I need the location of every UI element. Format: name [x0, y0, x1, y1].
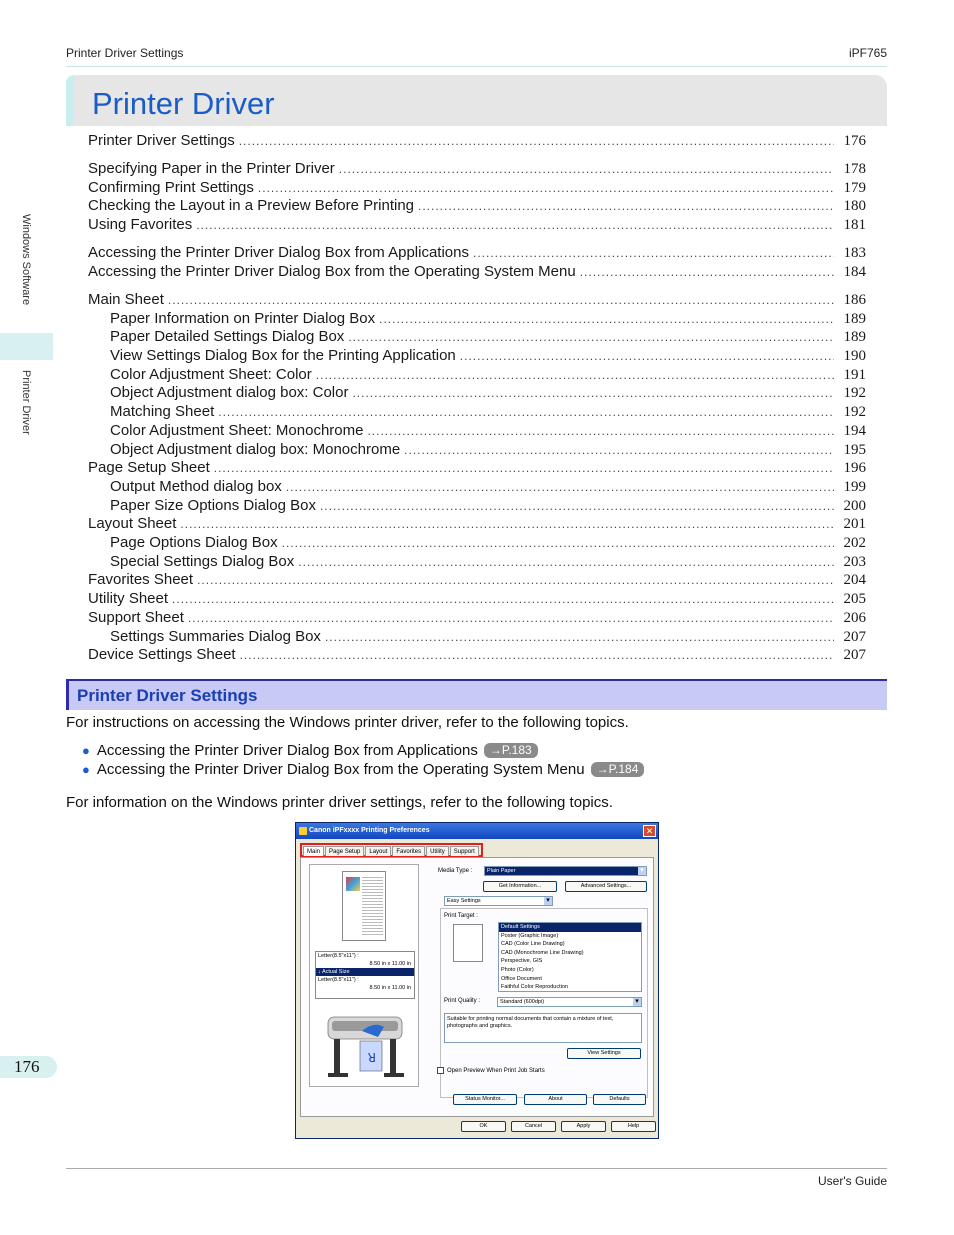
toc-entry-label: Support Sheet — [88, 609, 184, 626]
toc-entry-page: 195 — [843, 442, 866, 458]
preview-text-lines — [362, 877, 383, 935]
open-preview-label: Open Preview When Print Job Starts — [447, 1067, 545, 1074]
toc-dot-leader — [473, 246, 834, 260]
section-title-bar-left-line — [66, 679, 69, 710]
toc-entry-label: Checking the Layout in a Preview Before Printing — [88, 197, 415, 214]
toc-entry-page: 192 — [843, 404, 866, 420]
output-size-label: Letter(8.5"x11") : — [318, 977, 359, 983]
toc-entry[interactable] — [110, 628, 866, 646]
toc-entry-page: 207 — [843, 647, 866, 663]
toc-entry-page: 199 — [843, 479, 866, 495]
bullet-dot: ● — [82, 762, 90, 777]
print-preview-pane — [309, 864, 419, 1087]
section-title-bar-top-line — [66, 679, 887, 681]
toc-entry[interactable] — [110, 497, 866, 515]
footer-guide-title: User's Guide — [818, 1174, 887, 1188]
toc-dot-leader — [258, 181, 834, 195]
toc-entry-label: Matching Sheet — [110, 403, 215, 420]
toc-entry[interactable] — [110, 328, 866, 346]
main-tab-panel — [300, 857, 654, 1117]
toc-dot-leader — [240, 648, 834, 662]
toc-entry-label: Page Setup Sheet — [88, 459, 210, 476]
original-size-value: 8.50 in x 11.00 in — [369, 961, 411, 967]
toc-entry[interactable] — [110, 422, 866, 440]
toc-entry-page: 207 — [843, 629, 866, 645]
toc-entry-label: Device Settings Sheet — [88, 646, 236, 663]
help-button[interactable]: Help — [611, 1121, 656, 1132]
dialog-title-bar — [296, 823, 658, 839]
dialog-title: Canon iPFxxxx Printing Preferences — [309, 827, 430, 834]
open-preview-checkbox[interactable] — [437, 1067, 545, 1074]
toc-dot-leader — [320, 499, 834, 513]
toc-entry-label: Page Options Dialog Box — [110, 534, 278, 551]
toc-entry[interactable] — [88, 160, 866, 178]
toc-entry[interactable] — [110, 534, 866, 552]
toc-entry-page: 176 — [843, 133, 866, 149]
status-monitor-button[interactable]: Status Monitor... — [453, 1094, 517, 1105]
printing-preferences-dialog — [295, 822, 659, 1139]
toc-entry-page: 189 — [843, 329, 866, 345]
toc-entry-page: 190 — [843, 348, 866, 364]
toc-entry-label: Paper Information on Printer Dialog Box — [110, 310, 376, 327]
down-arrow-icon: ↓ — [318, 969, 321, 975]
bullet-item — [82, 742, 538, 759]
toc-entry[interactable] — [88, 132, 866, 150]
original-size-label: Letter(8.5"x11") : — [318, 953, 359, 959]
toc-dot-leader — [404, 443, 834, 457]
toc-entry-page: 200 — [843, 498, 866, 514]
toc-dot-leader — [298, 555, 834, 569]
section-intro: For instructions on accessing the Windows printer driver, refer to the following topics. — [66, 714, 629, 731]
print-target-option[interactable]: CAD (Color Line Drawing) — [501, 941, 565, 948]
toc-entry-page: 206 — [843, 610, 866, 626]
toc-entry[interactable] — [88, 216, 866, 234]
toc-entry-label: Object Adjustment dialog box: Color — [110, 384, 349, 401]
side-tab-chapter-highlight — [0, 333, 53, 360]
header-rule — [66, 66, 887, 67]
page-ref-link[interactable]: →P.183 — [484, 743, 538, 758]
print-target-option[interactable]: Default Settings — [499, 923, 641, 932]
side-tab-chapter-label: Printer Driver — [20, 370, 32, 435]
print-target-option[interactable]: Perspective, GIS — [501, 958, 543, 965]
defaults-button[interactable]: Defaults — [593, 1094, 646, 1105]
toc-dot-leader — [316, 368, 834, 382]
toc-dot-leader — [218, 405, 834, 419]
toc-entry-label: Favorites Sheet — [88, 571, 194, 588]
tab-layout[interactable]: Layout — [365, 846, 391, 856]
toc-entry-page: 179 — [843, 180, 866, 196]
chapter-title-accent — [66, 75, 74, 126]
printer-icon — [299, 827, 307, 835]
scaling-label: Actual Size — [321, 969, 350, 975]
toc-entry-label: Accessing the Printer Driver Dialog Box from Applications — [88, 244, 469, 261]
toc-dot-leader — [418, 199, 834, 213]
toc-entry[interactable] — [88, 263, 866, 281]
toc-entry[interactable] — [88, 515, 866, 533]
svg-text:R: R — [367, 1050, 376, 1064]
toc-entry-label: Color Adjustment Sheet: Color — [110, 366, 312, 383]
toc-entry[interactable] — [110, 384, 866, 402]
cancel-button[interactable]: Cancel — [511, 1121, 556, 1132]
toc-entry-label: Object Adjustment dialog box: Monochrome — [110, 441, 401, 458]
toc-dot-leader — [168, 293, 834, 307]
about-button[interactable]: About — [524, 1094, 587, 1105]
apply-button[interactable]: Apply — [561, 1121, 606, 1132]
toc-dot-leader — [339, 162, 834, 176]
print-target-option[interactable]: Faithful Color Reproduction — [501, 984, 568, 991]
print-target-option[interactable]: Office Document — [501, 975, 542, 982]
tab-favorites[interactable]: Favorites — [392, 846, 425, 856]
close-icon[interactable]: ✕ — [643, 825, 656, 837]
printer-illustration-icon — [322, 1007, 408, 1083]
toc-entry-page: 204 — [843, 572, 866, 588]
toc-entry-page: 180 — [843, 198, 866, 214]
toc-entry-page: 202 — [843, 535, 866, 551]
toc-entry[interactable] — [110, 366, 866, 384]
bullet-item — [82, 761, 644, 778]
checkbox-box[interactable] — [437, 1067, 444, 1074]
page-number: 176 — [14, 1057, 40, 1076]
section-title: Printer Driver Settings — [77, 686, 258, 705]
toc-entry-label: Settings Summaries Dialog Box — [110, 628, 321, 645]
toc-entry-label: Printer Driver Settings — [88, 132, 235, 149]
tab-main[interactable]: Main — [303, 846, 324, 856]
print-quality-select[interactable]: Standard (600dpi) ▾ — [497, 997, 642, 1007]
toc-entry-label: Accessing the Printer Driver Dialog Box from the Operating System Menu — [88, 263, 576, 280]
toc-entry-label: Specifying Paper in the Printer Driver — [88, 160, 335, 177]
get-information-button[interactable]: Get Information... — [483, 881, 557, 892]
chapter-title: Printer Driver — [92, 86, 275, 121]
toc-entry-page: 178 — [843, 161, 866, 177]
toc-entry-page: 181 — [843, 217, 866, 233]
toc-entry-label: Color Adjustment Sheet: Monochrome — [110, 422, 364, 439]
toc-entry[interactable] — [88, 179, 866, 197]
page-preview-thumbnail — [342, 871, 386, 941]
toc-entry[interactable] — [88, 646, 866, 664]
toc-entry-label: Output Method dialog box — [110, 478, 282, 495]
toc-dot-leader — [348, 330, 834, 344]
toc-entry[interactable] — [88, 291, 866, 309]
settings-mode-select[interactable]: Easy Settings ▾ — [444, 896, 553, 906]
toc-dot-leader — [379, 312, 834, 326]
toc-dot-leader — [214, 461, 834, 475]
toc-entry-page: 183 — [843, 245, 866, 261]
toc-entry-page: 205 — [843, 591, 866, 607]
toc-entry-page: 194 — [843, 423, 866, 439]
section-outro: For information on the Windows printer driver settings, refer to the following topics. — [66, 794, 613, 811]
toc-entry-page: 201 — [843, 516, 866, 532]
toc-dot-leader — [286, 480, 834, 494]
print-target-option[interactable]: Poster (Graphic Image) — [501, 932, 559, 939]
toc-entry-label: Paper Detailed Settings Dialog Box — [110, 328, 345, 345]
preview-image — [346, 877, 360, 891]
ok-button[interactable]: OK — [461, 1121, 506, 1132]
toc-entry[interactable] — [110, 403, 866, 421]
toc-dot-leader — [282, 536, 834, 550]
toc-entry[interactable] — [88, 244, 866, 262]
bullet-text: Accessing the Printer Driver Dialog Box from the Operating System Menu — [96, 761, 585, 778]
toc-entry[interactable] — [110, 347, 866, 365]
toc-entry-page: 191 — [843, 367, 866, 383]
running-header-model: iPF765 — [848, 46, 887, 60]
toc-entry-page: 192 — [843, 385, 866, 401]
output-size-value: 8.50 in x 11.00 in — [369, 985, 411, 991]
print-target-description: Suitable for printing normal documents that contain a mixture of text, photographs and graphics. — [444, 1013, 642, 1043]
toc-entry-page: 184 — [843, 264, 866, 280]
running-header-title: Printer Driver Settings — [66, 46, 184, 60]
toc-entry-label: View Settings Dialog Box for the Printing Application — [110, 347, 456, 364]
page-ref-link[interactable]: →P.184 — [591, 762, 645, 777]
side-tabs — [0, 210, 53, 470]
toc-entry[interactable] — [88, 609, 866, 627]
scaling-indicator — [316, 968, 414, 976]
print-target-option[interactable]: CAD (Monochrome Line Drawing) — [501, 949, 584, 956]
toc-dot-leader — [460, 349, 834, 363]
toc-dot-leader — [188, 611, 834, 625]
print-target-thumbnail — [453, 924, 483, 962]
toc-dot-leader — [367, 424, 834, 438]
toc-entry-label: Special Settings Dialog Box — [110, 553, 295, 570]
side-tab-section-label: Windows Software — [20, 214, 32, 306]
paper-size-summary — [315, 951, 415, 999]
toc-entry-label: Using Favorites — [88, 216, 193, 233]
toc-entry-label: Utility Sheet — [88, 590, 169, 607]
toc-entry-label: Confirming Print Settings — [88, 179, 254, 196]
toc-dot-leader — [172, 592, 834, 606]
toc-entry[interactable] — [88, 590, 866, 608]
toc-entry-label: Layout Sheet — [88, 515, 177, 532]
print-target-option[interactable]: Photo (Color) — [501, 966, 534, 973]
print-target-label: Print Target : — [444, 913, 478, 919]
toc-dot-leader — [325, 630, 834, 644]
toc-dot-leader — [197, 573, 834, 587]
tab-utility[interactable]: Utility — [426, 846, 449, 856]
toc-entry[interactable] — [88, 197, 866, 215]
toc-entry[interactable] — [110, 310, 866, 328]
toc-entry-label: Paper Size Options Dialog Box — [110, 497, 316, 514]
bullet-dot: ● — [82, 743, 90, 758]
toc-entry[interactable] — [110, 478, 866, 496]
bullet-text: Accessing the Printer Driver Dialog Box from Applications — [96, 742, 478, 759]
toc-dot-leader — [239, 134, 834, 148]
toc-dot-leader — [580, 265, 834, 279]
toc-entry-page: 196 — [843, 460, 866, 476]
toc-dot-leader — [352, 386, 834, 400]
advanced-settings-button[interactable]: Advanced Settings... — [565, 881, 647, 892]
media-type-select[interactable]: Plain Paper ▾ — [484, 866, 647, 876]
tab-support[interactable]: Support — [450, 846, 479, 856]
toc-dot-leader — [196, 218, 834, 232]
toc-entry-page: 186 — [843, 292, 866, 308]
print-quality-label: Print Quality : — [444, 998, 481, 1004]
toc-entry-page: 189 — [843, 311, 866, 327]
toc-entry[interactable] — [110, 441, 866, 459]
toc-dot-leader — [180, 517, 834, 531]
toc-entry[interactable] — [110, 553, 866, 571]
media-type-label: Media Type : — [438, 868, 473, 874]
toc-entry[interactable] — [88, 571, 866, 589]
toc-entry-page: 203 — [843, 554, 866, 570]
toc-entry-label: Main Sheet — [88, 291, 164, 308]
dialog-tabs — [300, 843, 483, 857]
toc-entry[interactable] — [88, 459, 866, 477]
view-settings-button[interactable]: View Settings — [567, 1048, 641, 1059]
footer-rule — [66, 1168, 887, 1169]
print-target-list[interactable] — [498, 922, 642, 992]
tab-page-setup[interactable]: Page Setup — [325, 846, 364, 856]
